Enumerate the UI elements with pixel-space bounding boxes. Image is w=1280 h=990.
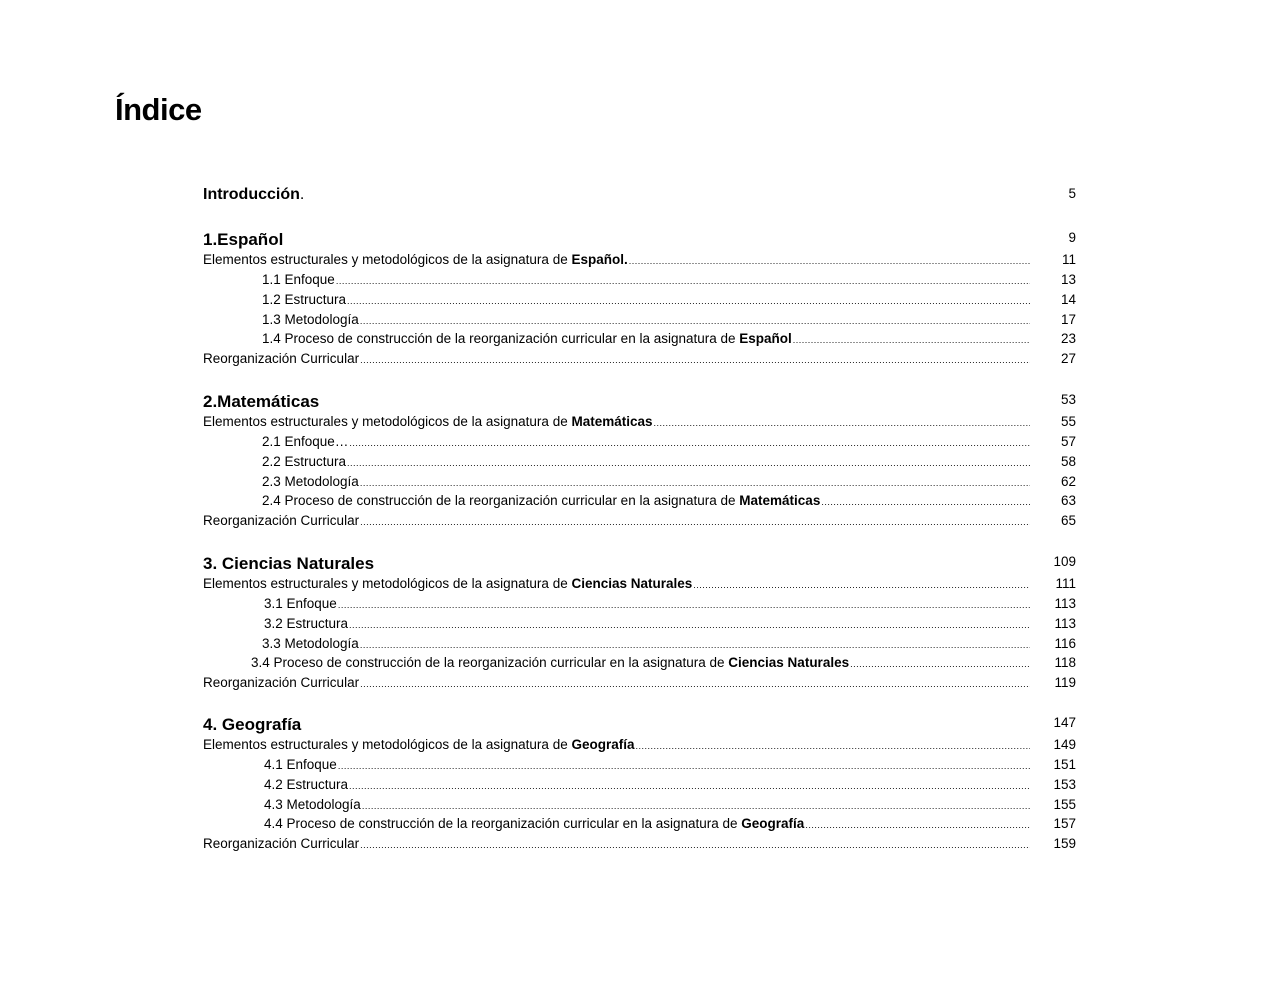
toc-intro-label: Introducción. xyxy=(203,186,305,203)
page-number: 157 xyxy=(1053,816,1076,832)
page-number: 5 xyxy=(1068,186,1076,201)
toc-subitem-label: 4.4 Proceso de construcción de la reorganización curricular en la asignatura de Geografía xyxy=(264,816,805,832)
dot-leader xyxy=(636,741,1031,751)
dot-leader xyxy=(347,458,1030,468)
toc-elementos-label: Elementos estructurales y metodológicos de la asignatura de Español. xyxy=(203,252,628,267)
toc-subitem-label: 4.3 Metodología xyxy=(264,796,361,812)
dot-leader xyxy=(693,580,1030,590)
page-number: 153 xyxy=(1053,776,1076,792)
toc-subitem[interactable] xyxy=(264,596,1030,611)
page-number: 11 xyxy=(1061,252,1076,267)
toc-subitem[interactable] xyxy=(262,292,1030,307)
toc-subitem[interactable] xyxy=(264,816,1030,831)
dot-leader xyxy=(360,478,1030,488)
toc-subitem[interactable] xyxy=(262,474,1030,489)
dot-leader xyxy=(793,335,1030,345)
page-number: 118 xyxy=(1054,655,1076,671)
toc-reorganizacion[interactable] xyxy=(203,351,1030,366)
page-number: 63 xyxy=(1060,493,1076,509)
page-number: 151 xyxy=(1053,757,1076,772)
toc-subitem-label: 3.4 Proceso de construcción de la reorganización curricular en la asignatura de Ciencias Naturales xyxy=(251,655,850,671)
toc-reorganizacion-label: Reorganización Curricular xyxy=(203,351,360,366)
dot-leader xyxy=(362,801,1030,811)
dot-leader xyxy=(821,497,1030,507)
toc-subitem-label: 2.1 Enfoque… xyxy=(262,434,349,449)
page-number: 53 xyxy=(1060,392,1076,407)
toc-section-heading[interactable] xyxy=(203,715,1003,735)
toc-reorganizacion-label: Reorganización Curricular xyxy=(203,513,360,528)
toc-elementos-label: Elementos estructurales y metodológicos de la asignatura de Geografía xyxy=(203,737,635,752)
subject-name: Matemáticas xyxy=(739,493,821,509)
toc-subitem-label: 1.4 Proceso de construcción de la reorganización curricular en la asignatura de Español xyxy=(262,331,792,347)
toc-subitem[interactable] xyxy=(262,434,1030,449)
page-number: 23 xyxy=(1060,331,1076,347)
page-number: 109 xyxy=(1053,554,1076,569)
toc-subitem[interactable] xyxy=(262,331,1030,346)
toc-subitem[interactable] xyxy=(262,636,1030,651)
toc-subitem[interactable] xyxy=(262,454,1030,469)
dot-leader xyxy=(360,517,1030,527)
toc-subitem-label: 2.2 Estructura xyxy=(262,453,347,469)
toc-subitem-label: 3.2 Estructura xyxy=(264,615,349,631)
subject-name: Geografía xyxy=(571,737,635,752)
toc-intro[interactable] xyxy=(203,186,1003,204)
page-number: 14 xyxy=(1060,291,1076,307)
toc-subitem[interactable] xyxy=(262,493,1030,508)
toc-section-heading-label: 1.Español xyxy=(203,230,284,249)
toc-subitem-label: 1.2 Estructura xyxy=(262,291,347,307)
toc-subitem[interactable] xyxy=(264,777,1030,792)
toc-elementos[interactable] xyxy=(203,576,1030,591)
toc-subitem[interactable] xyxy=(264,797,1030,812)
page-number: 116 xyxy=(1054,635,1076,651)
toc-subitem[interactable] xyxy=(262,312,1030,327)
page-number: 13 xyxy=(1060,272,1076,287)
dot-leader xyxy=(360,316,1030,326)
toc-subitem-label: 4.1 Enfoque xyxy=(264,757,337,772)
dot-leader xyxy=(336,276,1030,286)
page-number: 113 xyxy=(1054,615,1076,631)
toc-subitem[interactable] xyxy=(251,655,1030,670)
dot-leader xyxy=(360,840,1030,850)
subject-name: Matemáticas xyxy=(571,414,653,429)
dot-leader xyxy=(360,355,1030,365)
toc-reorganizacion-label: Reorganización Curricular xyxy=(203,836,360,851)
toc-subitem-label: 1.3 Metodología xyxy=(262,311,359,327)
toc-section-heading-label: 4. Geografía xyxy=(203,715,302,734)
toc-section-heading[interactable] xyxy=(203,392,1003,412)
page-number: 9 xyxy=(1068,230,1076,245)
subject-name: Español xyxy=(739,331,792,347)
page-number: 27 xyxy=(1060,351,1076,366)
toc-section-heading-label: 2.Matemáticas xyxy=(203,392,320,411)
page-number: 147 xyxy=(1053,715,1076,730)
toc-section-heading-label: 3. Ciencias Naturales xyxy=(203,554,375,573)
subject-name: Geografía xyxy=(741,816,805,832)
dot-leader xyxy=(349,620,1030,630)
toc-subitem[interactable] xyxy=(264,616,1030,631)
toc-elementos[interactable] xyxy=(203,737,1030,752)
toc-subitem[interactable] xyxy=(262,272,1030,287)
toc-subitem-label: 3.3 Metodología xyxy=(262,635,359,651)
dot-leader xyxy=(360,640,1030,650)
dot-leader xyxy=(349,781,1030,791)
dot-leader xyxy=(347,296,1030,306)
toc-reorganizacion-label: Reorganización Curricular xyxy=(203,675,360,690)
dot-leader xyxy=(654,418,1030,428)
toc-subitem[interactable] xyxy=(264,757,1030,772)
toc-elementos[interactable] xyxy=(203,414,1030,429)
page-number: 17 xyxy=(1060,311,1076,327)
page-number: 55 xyxy=(1060,414,1076,429)
dot-leader xyxy=(629,256,1030,266)
subject-name: Ciencias Naturales xyxy=(728,655,850,671)
toc-reorganizacion[interactable] xyxy=(203,675,1030,690)
page-number: 65 xyxy=(1060,513,1076,528)
toc-reorganizacion[interactable] xyxy=(203,513,1030,528)
page-number: 57 xyxy=(1060,434,1076,449)
dot-leader xyxy=(338,600,1030,610)
page-number: 149 xyxy=(1053,737,1076,752)
toc-subitem-label: 4.2 Estructura xyxy=(264,776,349,792)
subject-name: Español. xyxy=(571,252,628,267)
toc-elementos[interactable] xyxy=(203,252,1030,267)
page-number: 111 xyxy=(1055,576,1076,591)
toc-section-heading[interactable] xyxy=(203,554,1003,574)
dot-leader xyxy=(805,820,1030,830)
toc-subitem-label: 3.1 Enfoque xyxy=(264,596,337,611)
toc-subitem-label: 1.1 Enfoque xyxy=(262,272,335,287)
page-number: 113 xyxy=(1054,596,1076,611)
toc-reorganizacion[interactable] xyxy=(203,836,1030,851)
subject-name: Ciencias Naturales xyxy=(571,576,693,591)
dot-leader xyxy=(360,679,1030,689)
dot-leader xyxy=(338,761,1030,771)
page-title: Índice xyxy=(115,92,202,127)
toc-subitem-label: 2.4 Proceso de construcción de la reorganización curricular en la asignatura de Matemáticas xyxy=(262,493,821,509)
toc-section-heading[interactable] xyxy=(203,230,1003,250)
toc-elementos-label: Elementos estructurales y metodológicos de la asignatura de Ciencias Naturales xyxy=(203,576,693,591)
dot-leader xyxy=(850,659,1030,669)
toc-elementos-label: Elementos estructurales y metodológicos de la asignatura de Matemáticas xyxy=(203,414,653,429)
page-number: 155 xyxy=(1053,796,1076,812)
page-number: 159 xyxy=(1053,836,1076,851)
page-number: 58 xyxy=(1060,453,1076,469)
dot-leader xyxy=(349,438,1030,448)
page-number: 62 xyxy=(1060,473,1076,489)
toc-subitem-label: 2.3 Metodología xyxy=(262,473,359,489)
page-number: 119 xyxy=(1054,675,1076,690)
